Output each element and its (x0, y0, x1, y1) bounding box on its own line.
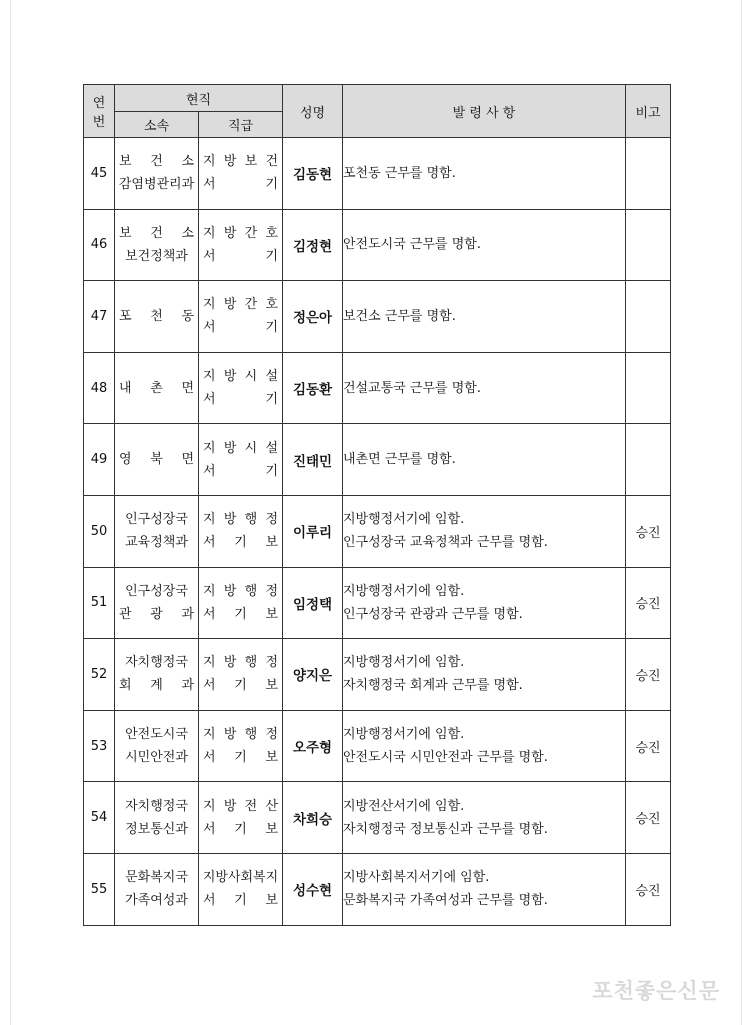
rank-cell-text: 방 (223, 225, 237, 241)
rank-cell-text: 서 (203, 893, 216, 909)
rank-cell-text: 방 (223, 440, 237, 456)
rank-cell-line (203, 603, 278, 626)
affiliation-cell-text: 영 (119, 452, 132, 468)
affiliation-cell-text: 안전도시국 (125, 727, 188, 743)
rank-cell-text: 서 (203, 821, 216, 837)
affiliation-cell-line (119, 377, 194, 400)
affiliation-cell-text: 인구성장국 (125, 583, 188, 599)
note-cell (626, 138, 671, 210)
order-cell (343, 138, 626, 210)
affiliation-cell-text: 가족여성과 (125, 893, 188, 909)
affiliation-cell-line (119, 305, 194, 328)
affiliation-cell-line (119, 795, 194, 818)
affiliation-cell (115, 567, 199, 639)
table-body (84, 138, 671, 926)
header-current-position: 현직 (115, 85, 283, 112)
rank-cell-line (203, 245, 278, 268)
rank-cell-text: 지 (203, 512, 216, 528)
rank-cell-lines (199, 222, 282, 268)
affiliation-cell-text: 보 (119, 225, 132, 241)
order-line: 인구성장국 교육정책과 근무를 명함. (343, 535, 548, 551)
rank-cell-text: 서 (203, 750, 216, 766)
rank-cell (199, 138, 283, 210)
order-line: 자치행정국 회계과 근무를 명함. (343, 678, 523, 694)
rank-cell-line (203, 531, 278, 554)
rank-cell (199, 639, 283, 711)
table-row (84, 281, 671, 353)
affiliation-cell-text: 보 (119, 154, 132, 170)
affiliation-cell (115, 710, 199, 782)
affiliation-cell-text: 시민안전과 (125, 750, 188, 766)
rank-cell-text: 행 (244, 583, 258, 599)
rank-cell-line (203, 674, 278, 697)
rank-cell-text: 정 (265, 512, 278, 528)
rank-cell-text: 보 (265, 535, 278, 551)
note-cell: 승진 (626, 710, 671, 782)
affiliation-cell-text: 감염병관리과 (118, 177, 195, 193)
rank-cell-line (203, 818, 278, 841)
rank-cell-text: 서 (203, 606, 216, 622)
header-affiliation: 소속 (115, 112, 199, 138)
rank-cell-lines (199, 150, 282, 196)
affiliation-cell-line (119, 723, 194, 746)
affiliation-cell-text: 회 (119, 678, 132, 694)
rank-cell-text: 보 (265, 678, 278, 694)
rank-cell-text: 방 (223, 512, 237, 528)
affiliation-cell (115, 424, 199, 496)
rank-cell-line (203, 150, 278, 173)
person-name: 이루리 (283, 495, 343, 567)
rank-cell-text: 행 (244, 655, 258, 671)
rank-cell (199, 567, 283, 639)
affiliation-cell-text: 광 (150, 606, 163, 622)
affiliation-cell-lines (115, 795, 198, 841)
affiliation-cell-line (119, 603, 194, 626)
affiliation-cell-text: 천 (150, 308, 163, 324)
rank-cell-text: 방 (223, 154, 237, 170)
note-cell (626, 209, 671, 281)
affiliation-cell-text: 자치행정국 (125, 798, 188, 814)
rank-cell-line (203, 795, 278, 818)
rank-cell-text: 행 (244, 727, 258, 743)
rank-cell-text: 보 (265, 606, 278, 622)
personnel-order-table (83, 84, 671, 926)
rank-cell-line (203, 746, 278, 769)
person-name: 오주형 (283, 710, 343, 782)
rank-cell-text: 방 (223, 369, 237, 385)
rank-cell-line (203, 316, 278, 339)
rank-cell-text: 전 (244, 798, 258, 814)
rank-cell-text: 설 (265, 440, 278, 456)
rank-cell-text: 보 (265, 750, 278, 766)
rank-cell-text: 지 (203, 583, 216, 599)
affiliation-cell-lines (115, 448, 198, 471)
affiliation-cell (115, 281, 199, 353)
affiliation-cell-text: 건 (150, 225, 163, 241)
rank-cell (199, 710, 283, 782)
row-number: 50 (84, 495, 115, 567)
row-number: 52 (84, 639, 115, 711)
row-number: 49 (84, 424, 115, 496)
table-row (84, 710, 671, 782)
affiliation-cell-line (119, 889, 194, 912)
rank-cell-text: 지 (203, 655, 216, 671)
rank-cell-text: 건 (265, 154, 278, 170)
rank-cell (199, 352, 283, 424)
affiliation-cell-line (119, 746, 194, 769)
table-row (84, 639, 671, 711)
affiliation-cell-line (119, 531, 194, 554)
table-row (84, 495, 671, 567)
order-line: 지방행정서기에 임함. (343, 583, 465, 599)
rank-cell-line (203, 293, 278, 316)
order-cell (343, 209, 626, 281)
rank-cell-text: 방 (223, 655, 237, 671)
rank-cell-text: 기 (265, 177, 278, 193)
order-line: 지방행정서기에 임함. (343, 727, 465, 743)
rank-cell-text: 지 (203, 297, 216, 313)
rank-cell-text: 지 (203, 225, 216, 241)
affiliation-cell-lines (115, 222, 198, 268)
affiliation-cell-line (119, 651, 194, 674)
order-line: 자치행정국 정보통신과 근무를 명함. (343, 821, 548, 837)
order-line: 지방행정서기에 임함. (343, 512, 465, 528)
rank-cell-text: 지 (203, 154, 216, 170)
rank-cell-lines (199, 723, 282, 769)
rank-cell-text: 간 (244, 225, 258, 241)
person-name: 김정현 (283, 209, 343, 281)
rank-cell-text: 기 (234, 535, 247, 551)
affiliation-cell-line (119, 448, 194, 471)
rank-cell-text: 지 (203, 440, 216, 456)
rank-cell-text: 지 (203, 727, 216, 743)
affiliation-cell (115, 495, 199, 567)
person-name: 차희승 (283, 782, 343, 854)
affiliation-cell-lines (115, 150, 198, 196)
rank-cell (199, 281, 283, 353)
rank-cell-line (203, 173, 278, 196)
order-cell (343, 853, 626, 925)
affiliation-cell-text: 자치행정국 (125, 655, 188, 671)
header-note: 비고 (626, 85, 671, 138)
rank-cell-lines (199, 651, 282, 697)
affiliation-cell (115, 639, 199, 711)
affiliation-cell-lines (115, 508, 198, 554)
rank-cell-text: 기 (265, 392, 278, 408)
order-cell (343, 567, 626, 639)
rank-cell-text: 기 (234, 678, 247, 694)
header-order: 발 령 사 항 (343, 85, 626, 138)
header-rank: 직급 (199, 112, 283, 138)
note-cell (626, 281, 671, 353)
affiliation-cell-text: 내 (119, 380, 132, 396)
order-line: 문화복지국 가족여성과 근무를 명함. (343, 893, 548, 909)
rank-cell-lines (199, 437, 282, 483)
rank-cell-text: 정 (265, 583, 278, 599)
rank-cell (199, 782, 283, 854)
affiliation-cell-text: 인구성장국 (125, 512, 188, 528)
rank-cell-text: 보 (244, 154, 258, 170)
row-number: 45 (84, 138, 115, 210)
rank-cell-lines (199, 580, 282, 626)
affiliation-cell-line (119, 866, 194, 889)
row-number: 46 (84, 209, 115, 281)
rank-cell-lines (199, 866, 282, 912)
rank-cell-line (203, 437, 278, 460)
affiliation-cell (115, 782, 199, 854)
person-name: 양지은 (283, 639, 343, 711)
rank-cell-text: 시 (244, 440, 258, 456)
rank-cell-text: 서 (203, 392, 216, 408)
rank-cell-text: 정 (265, 727, 278, 743)
affiliation-cell (115, 352, 199, 424)
rank-cell-text: 기 (265, 248, 278, 264)
person-name: 성수현 (283, 853, 343, 925)
affiliation-cell-text: 관 (119, 606, 132, 622)
order-cell (343, 352, 626, 424)
rank-cell-text: 간 (244, 297, 258, 313)
rank-cell-text: 방 (223, 583, 237, 599)
rank-cell-line (203, 388, 278, 411)
person-name: 진태민 (283, 424, 343, 496)
affiliation-cell (115, 209, 199, 281)
person-name: 임정택 (283, 567, 343, 639)
table-row (84, 352, 671, 424)
affiliation-cell-text: 동 (181, 308, 194, 324)
rank-cell-text: 서 (203, 248, 216, 264)
rank-cell-lines (199, 795, 282, 841)
header-no (84, 85, 115, 138)
order-cell (343, 281, 626, 353)
rank-cell-text: 기 (234, 893, 247, 909)
person-name: 김동현 (283, 138, 343, 210)
affiliation-cell-text: 포 (119, 308, 132, 324)
rank-cell (199, 209, 283, 281)
affiliation-cell-line (119, 245, 194, 268)
order-line: 인구성장국 관광과 근무를 명함. (343, 606, 523, 622)
affiliation-cell-line (119, 173, 194, 196)
table-row (84, 424, 671, 496)
person-name: 김동환 (283, 352, 343, 424)
rank-cell-text: 기 (234, 750, 247, 766)
rank-cell-text: 기 (234, 606, 247, 622)
affiliation-cell-line (119, 818, 194, 841)
order-cell (343, 782, 626, 854)
rank-cell (199, 424, 283, 496)
note-cell: 승진 (626, 853, 671, 925)
affiliation-cell-text: 정보통신과 (125, 821, 188, 837)
rank-cell-line (203, 580, 278, 603)
affiliation-cell-lines (115, 651, 198, 697)
rank-cell-line (203, 866, 278, 889)
order-line: 포천동 근무를 명함. (343, 165, 456, 181)
rank-cell-text: 지방사회복지 (202, 870, 279, 886)
affiliation-cell-text: 교육정책과 (125, 535, 188, 551)
affiliation-cell-line (119, 580, 194, 603)
rank-cell-text: 기 (265, 463, 278, 479)
table-row (84, 209, 671, 281)
affiliation-cell-text: 보건정책과 (125, 248, 188, 264)
rank-cell (199, 853, 283, 925)
rank-cell-text: 서 (203, 463, 216, 479)
rank-cell-line (203, 651, 278, 674)
rank-cell-text: 설 (265, 369, 278, 385)
rank-cell-text: 기 (234, 821, 247, 837)
rank-cell-text: 보 (265, 821, 278, 837)
affiliation-cell-line (119, 150, 194, 173)
rank-cell-text: 행 (244, 512, 258, 528)
rank-cell-line (203, 889, 278, 912)
header-name: 성명 (283, 85, 343, 138)
row-number: 48 (84, 352, 115, 424)
rank-cell-text: 서 (203, 678, 216, 694)
newspaper-watermark: 포천좋은신문 (592, 979, 720, 1003)
rank-cell-lines (199, 365, 282, 411)
affiliation-cell-lines (115, 723, 198, 769)
person-name: 정은아 (283, 281, 343, 353)
rank-cell (199, 495, 283, 567)
affiliation-cell-lines (115, 305, 198, 328)
affiliation-cell-text: 과 (181, 606, 194, 622)
rank-cell-text: 서 (203, 177, 216, 193)
rank-cell-text: 서 (203, 535, 216, 551)
affiliation-cell-text: 북 (150, 452, 163, 468)
order-cell (343, 639, 626, 711)
note-cell: 승진 (626, 782, 671, 854)
affiliation-cell-text: 건 (150, 154, 163, 170)
header-no-line2: 번 (92, 115, 106, 130)
rank-cell-text: 방 (223, 798, 237, 814)
rank-cell-line (203, 508, 278, 531)
note-cell: 승진 (626, 495, 671, 567)
affiliation-cell-text: 소 (181, 225, 194, 241)
rank-cell-line (203, 460, 278, 483)
affiliation-cell-line (119, 674, 194, 697)
rank-cell-text: 서 (203, 320, 216, 336)
affiliation-cell-lines (115, 580, 198, 626)
affiliation-cell-lines (115, 377, 198, 400)
rank-cell-text: 지 (203, 369, 216, 385)
rank-cell-text: 호 (265, 297, 278, 313)
rank-cell-text: 호 (265, 225, 278, 241)
order-line: 안전도시국 근무를 명함. (343, 237, 481, 253)
header-no-line1: 연 (92, 96, 106, 111)
rank-cell-line (203, 222, 278, 245)
affiliation-cell-text: 계 (150, 678, 163, 694)
rank-cell-text: 산 (265, 798, 278, 814)
affiliation-cell-lines (115, 866, 198, 912)
row-number: 53 (84, 710, 115, 782)
note-cell: 승진 (626, 639, 671, 711)
rank-cell-text: 기 (265, 320, 278, 336)
order-line: 안전도시국 시민안전과 근무를 명함. (343, 750, 548, 766)
rank-cell-lines (199, 293, 282, 339)
order-line: 보건소 근무를 명함. (343, 308, 456, 324)
rank-cell-text: 시 (244, 369, 258, 385)
affiliation-cell-text: 소 (181, 154, 194, 170)
row-number: 55 (84, 853, 115, 925)
table-row (84, 567, 671, 639)
rank-cell-lines (199, 508, 282, 554)
affiliation-cell-text: 면 (181, 380, 194, 396)
table-row (84, 138, 671, 210)
rank-cell-line (203, 365, 278, 388)
order-cell (343, 424, 626, 496)
rank-cell-text: 지 (203, 798, 216, 814)
affiliation-cell-text: 과 (181, 678, 194, 694)
rank-cell-line (203, 723, 278, 746)
order-cell (343, 495, 626, 567)
row-number: 54 (84, 782, 115, 854)
table-row (84, 782, 671, 854)
note-cell (626, 424, 671, 496)
rank-cell-text: 보 (265, 893, 278, 909)
order-cell (343, 710, 626, 782)
rank-cell-text: 방 (223, 727, 237, 743)
affiliation-cell-text: 촌 (150, 380, 163, 396)
table-row (84, 853, 671, 925)
rank-cell-text: 정 (265, 655, 278, 671)
affiliation-cell-text: 문화복지국 (125, 870, 188, 886)
affiliation-cell-text: 면 (181, 452, 194, 468)
affiliation-cell (115, 138, 199, 210)
order-line: 지방사회복지서기에 임함. (343, 870, 490, 886)
row-number: 47 (84, 281, 115, 353)
affiliation-cell (115, 853, 199, 925)
affiliation-cell-line (119, 222, 194, 245)
order-line: 지방전산서기에 임함. (343, 798, 465, 814)
order-line: 지방행정서기에 임함. (343, 655, 465, 671)
rank-cell-text: 방 (223, 297, 237, 313)
affiliation-cell-line (119, 508, 194, 531)
order-line: 건설교통국 근무를 명함. (343, 380, 481, 396)
row-number: 51 (84, 567, 115, 639)
note-cell: 승진 (626, 567, 671, 639)
order-line: 내촌면 근무를 명함. (343, 452, 456, 468)
note-cell (626, 352, 671, 424)
